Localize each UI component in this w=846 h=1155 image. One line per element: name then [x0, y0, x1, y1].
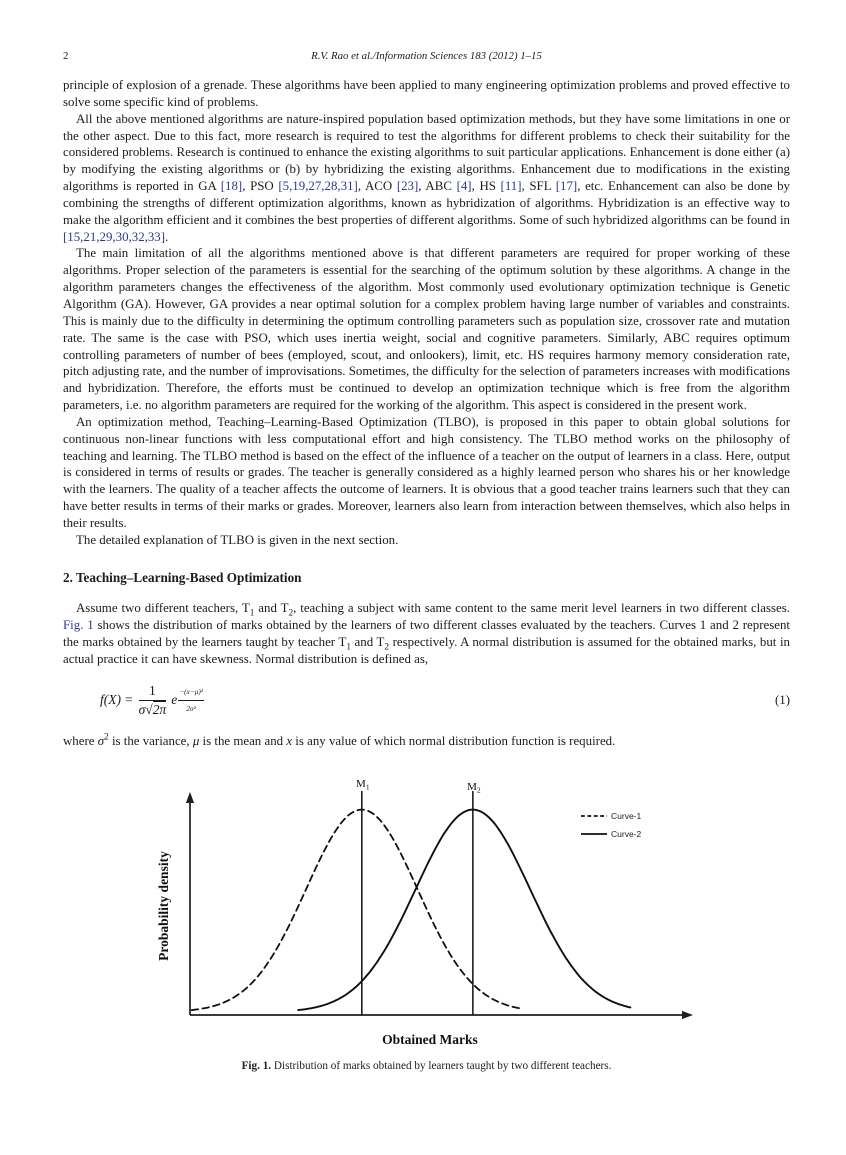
text-segment: , ACO — [357, 179, 397, 194]
text-segment: x — [286, 733, 293, 748]
paragraph-tlbo-proposal — [63, 414, 790, 532]
mean-label-m1: $M_1$ — [356, 778, 370, 792]
paragraph-limitations-intro — [63, 111, 790, 246]
section-heading: 2. Teaching–Learning-Based Optimization — [63, 569, 302, 585]
paragraph-intro-continuation — [63, 77, 790, 111]
text-segment: , SFL — [521, 179, 556, 194]
text-segment: , PSO — [242, 179, 279, 194]
y-axis-label: Probability density — [156, 851, 171, 961]
fraction-denominator — [139, 701, 167, 719]
sqrt-radicand: 2π — [152, 702, 167, 718]
citation-link[interactable]: [23] — [396, 179, 419, 194]
paragraph-next-section-note — [63, 532, 790, 549]
text-segment: 2 — [104, 732, 109, 743]
text-segment: Assume two different teachers, T — [76, 601, 250, 616]
y-axis-arrow-icon — [186, 792, 194, 803]
figure-caption-text: Distribution of marks obtained by learners taught by two different teachers. — [271, 1060, 612, 1072]
text-segment: and T — [350, 635, 385, 650]
paragraph-parameter-limitation — [63, 245, 790, 413]
text-segment: where — [63, 733, 98, 748]
equation-expression — [100, 683, 204, 720]
x-axis-arrow-icon — [682, 1011, 693, 1019]
running-head: R.V. Rao et al./Information Sciences 183 (2012) 1–15 — [311, 50, 542, 62]
exponent-numerator: −(x−μ)² — [178, 684, 204, 702]
text-segment: 2 — [288, 609, 294, 620]
citation-link[interactable]: [11] — [500, 179, 522, 194]
text-segment: . — [165, 229, 169, 244]
distribution-curve-2 — [298, 810, 630, 1011]
text-segment: 2 — [384, 642, 390, 653]
text-segment: 1 — [346, 642, 351, 653]
text-segment: principle of explosion of a grenade. These algorithms have been applied to many engineering optimization problems and proved effective to solve some specific kind of problems. — [63, 78, 790, 109]
citation-link[interactable]: [5,19,27,28,31] — [278, 179, 358, 194]
paragraph-two-teachers — [63, 600, 790, 667]
text-segment: 1 — [249, 609, 255, 620]
text-segment: , teaching a subject with same content to the same merit level learners in two different classes. — [293, 601, 790, 616]
x-axis-label: Obtained Marks — [382, 1032, 478, 1047]
sqrt-symbol: √ — [145, 702, 153, 718]
equation-number: (1) — [774, 692, 790, 707]
figure-1-chart — [0, 768, 846, 1060]
text-segment: μ — [192, 733, 200, 748]
citation-link[interactable]: [17] — [555, 179, 578, 194]
page-header — [63, 50, 790, 64]
text-segment: The detailed explanation of TLBO is given in the next section. — [76, 532, 399, 547]
citation-link[interactable]: [15,21,29,30,32,33] — [63, 229, 166, 244]
equation-1 — [63, 678, 790, 724]
equation-lhs: f(X) — [100, 692, 121, 708]
text-segment: The main limitation of all the algorithms mentioned above is that different parameters are required for proper working of these algorithms. Proper selection of the parameters is essential for the searching of the optimum solution by these algorithms. A change in the algorithm parameters changes the effectiveness of the algorithm. Most commonly used evolutionary optimization technique is Genetic Algorithm (GA). However, GA provides a near optimal solution for a complex problem having large number of variables and constraints. This is mainly due to the difficulty in determining the optimum controlling parameters such as population size, crossover rate and mutation rate. The same is the case with PSO, which uses inertia weight, social and cognitive parameters. Similarly, ABC requires optimum controlling parameters of number of bees (employed, scout, and onlookers), limit, etc. HS requires harmony memory consideration rate, pitch adjusting rate, and the number of improvisations. Sometimes, the difficulty for the selection of parameters increases with modifications and hybridization. Therefore, the efforts must be continued to develop an optimization technique which is free from the algorithm parameters, i.e. no algorithm parameters are required for the working of the algorithm. This aspect is considered in the present work. — [63, 246, 790, 413]
exponent-denominator: 2σ² — [186, 704, 196, 714]
text-segment: , HS — [471, 179, 501, 194]
legend-curve-2-label: Curve-2 — [611, 829, 642, 839]
exponent-fraction — [178, 684, 204, 719]
text-segment: , ABC — [418, 179, 457, 194]
legend-curve-1-label: Curve-1 — [611, 811, 642, 821]
citation-link[interactable]: [18] — [220, 179, 243, 194]
figure-caption-label: Fig. 1. — [241, 1060, 272, 1072]
mean-label-m2: $M_2$ — [467, 781, 481, 795]
page-number: 2 — [63, 50, 69, 62]
figure-caption — [63, 1060, 790, 1072]
text-segment: is the mean and — [199, 733, 287, 748]
text-segment: is the variance, — [108, 733, 193, 748]
fraction-numerator: 1 — [139, 683, 167, 702]
text-segment: respectively. A normal distribution is assumed for the obtained marks, but in actual practice it can have skewness. Normal distribution is defined as, — [63, 635, 790, 666]
paragraph-where-definition — [63, 733, 790, 750]
text-segment: and T — [254, 601, 289, 616]
curves-group — [192, 778, 631, 1015]
text-segment: is any value of which normal distribution function is required. — [292, 733, 616, 748]
figure-ref-link[interactable]: Fig. 1 — [63, 618, 94, 633]
equation-equals: = — [125, 692, 133, 708]
text-segment: An optimization method, Teaching–Learning-Based Optimization (TLBO), is proposed in this paper to obtain global solutions for continuous non-linear functions with less computational effort and high consistency. The TLBO method works on the philosophy of teaching and learning. The TLBO method is based on the effect of the influence of a teacher on the output of learners in a class. Here, output is considered in terms of results or grades. The teacher is generally considered as a highly learned person who shares his or her knowledge with the learners. The quality of a teacher affects the outcome of learners. It is obvious that a good teacher trains learners such that they can have better results in terms of their marks or grades. Moreover, learners also learn from interaction between themselves, which also helps in their results. — [63, 414, 790, 530]
text-column — [63, 77, 790, 750]
citation-link[interactable]: [4] — [456, 179, 472, 194]
text-segment: shows the distribution of marks obtained by the learners of two different classes evaluated by the teachers. Curves 1 and 2 represent the marks obtained by the learners taught by teacher T — [63, 618, 790, 650]
equation-fraction — [139, 683, 167, 720]
text-segment: All the above mentioned algorithms are nature-inspired population based optimization methods, but they have some limitations in one or the other aspect. Due to this fact, more research is required to test the algorithms for different problems to check their suitability for the considered problems. Research is continued to enhance the existing algorithms to suit particular applications. Enhancement is done either (a) by modifying the existing algorithms or (b) by hybridizing the existing algorithms. Enhancement due to modifications in the existing algorithms is reported in GA — [63, 111, 790, 194]
text-segment: , etc. Enhancement can also be done by combining the strengths of different optimization algorithms, known as hybridization of algorithms. Hybridization is an effective way to make the algorithm efficient and it combines the best properties of different algorithms. Some of such hybridized algorithms can be found in — [63, 179, 790, 227]
euler-e: e — [171, 692, 178, 708]
sigma-symbol: σ — [138, 702, 146, 718]
text-segment: σ — [97, 733, 105, 748]
